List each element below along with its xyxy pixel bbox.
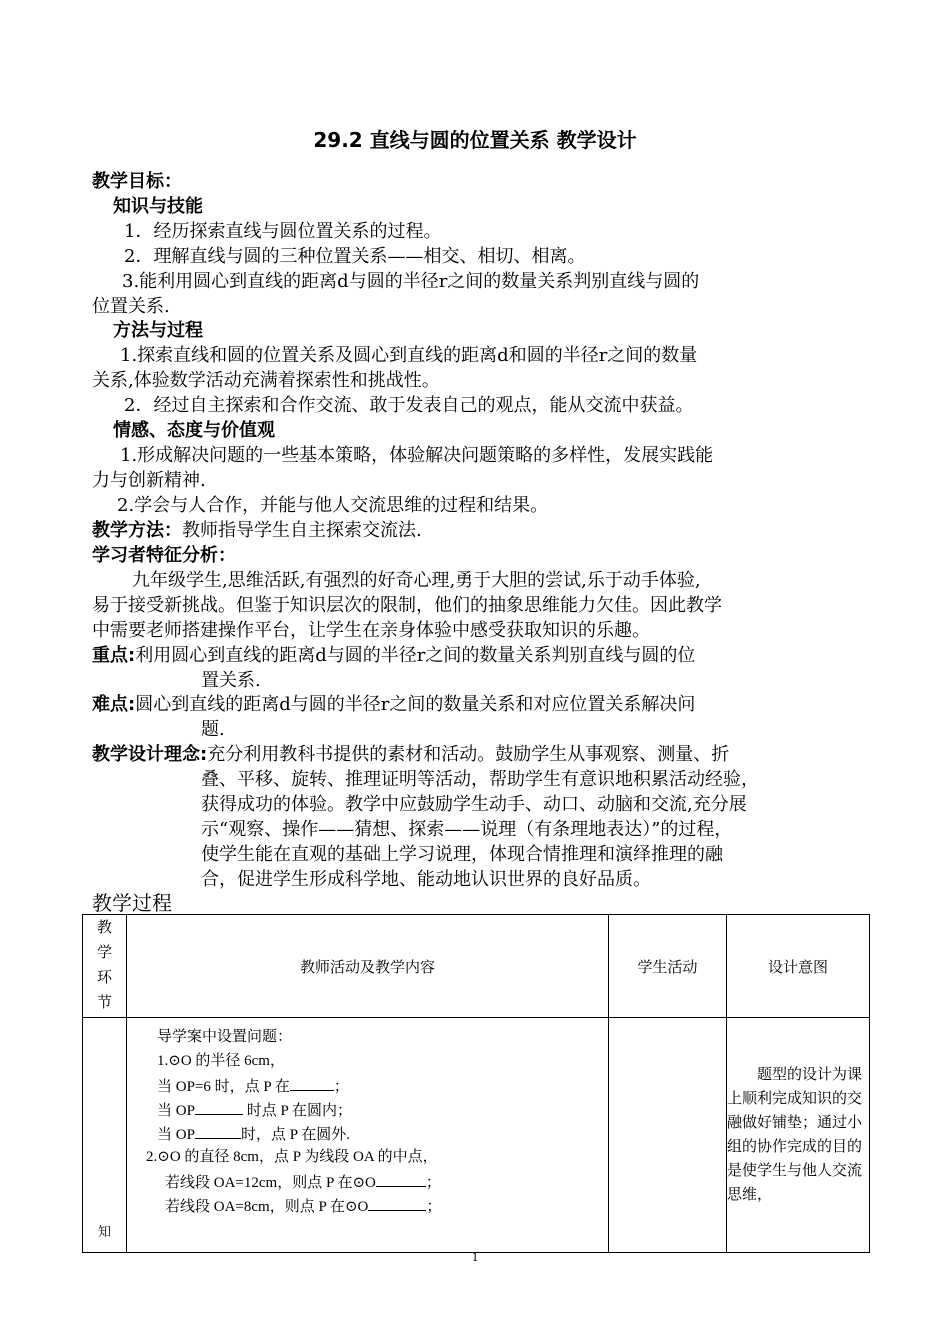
key-point [92, 643, 695, 669]
difficulty-label: 难点: [92, 694, 136, 715]
teaching-method [92, 518, 422, 544]
question-line: 2.⊙O 的直径 8cm，点 P 为线段 OA 的中点， [146, 1149, 438, 1165]
philosophy-line: 获得成功的体验。教学中应鼓励学生动手、动口、动脑和交流,充分展 [201, 794, 747, 815]
knowledge-item: 3.能利用圆心到直线的距离d与圆的半径r之间的数量关系判别直线与圆的 [122, 271, 700, 292]
method-item: 关系,体验数学活动充满着探索性和挑战性。 [92, 370, 440, 391]
difficulty-text: 圆心到直线的距离d与圆的半径r之间的数量关系和对应位置关系解决问 [135, 694, 696, 715]
key-point-text: 利用圆心到直线的距离d与圆的半径r之间的数量关系判别直线与圆的位 [135, 645, 696, 666]
page-number: 1 [471, 1249, 479, 1264]
emotion-item: 2.学会与人合作，并能与他人交流思维的过程和结果。 [117, 495, 549, 516]
objectives-heading: 教学目标： [92, 171, 182, 192]
table-header-row [83, 915, 870, 1018]
header-stage [83, 915, 127, 1018]
key-point-label: 重点: [92, 645, 136, 666]
knowledge-item: 1．经历探索直线与圆位置关系的过程。 [124, 221, 442, 242]
header-stage-char: 节 [96, 995, 112, 1011]
question-line: 当 OP 时点 P 在圆内； [157, 1098, 352, 1122]
header-teacher: 教师活动及教学内容 [127, 915, 609, 1018]
intent-text: 题型的设计为课上顺利完成知识的交融做好铺垫；通过小组的协作完成的目的是使学生与他人交流思维， [727, 1067, 863, 1203]
difficulty-cont: 题. [201, 719, 225, 740]
row-stage: 知 [83, 1018, 127, 1253]
philosophy [92, 742, 729, 768]
header-stage-char: 教 [96, 920, 112, 936]
answer-blank [195, 1122, 241, 1139]
header-stage-char: 学 [96, 945, 112, 961]
method-heading: 方法与过程 [113, 320, 203, 341]
question-line: 当 OP 时，点 P 在圆外. [157, 1122, 350, 1146]
philosophy-text: 充分利用教科书提供的素材和活动。鼓励学生从事观察、测量、折 [207, 744, 730, 765]
header-intent: 设计意图 [727, 915, 870, 1018]
header-student: 学生活动 [609, 915, 727, 1018]
learner-heading: 学习者特征分析： [92, 545, 236, 566]
teaching-method-label: 教学方法： [92, 520, 182, 541]
header-stage-char: 环 [96, 970, 112, 986]
knowledge-heading: 知识与技能 [113, 196, 203, 217]
philosophy-line: 叠、平移、旋转、推理证明等活动，帮助学生有意识地积累活动经验， [201, 769, 759, 790]
row-intent [727, 1018, 870, 1253]
question-line: 若线段 OA=8cm，则点 P 在⊙O ； [165, 1194, 441, 1218]
question-line: 若线段 OA=12cm，则点 P 在⊙O ； [165, 1170, 441, 1194]
table-row [83, 1018, 870, 1253]
emotion-item: 1.形成解决问题的一些基本策略，体验解决问题策略的多样性，发展实践能 [120, 445, 714, 466]
difficulty [92, 692, 695, 718]
emotion-item: 力与创新精神. [92, 470, 206, 491]
knowledge-item: 位置关系. [92, 296, 170, 317]
philosophy-line: 使学生能在直观的基础上学习说理，体现合情推理和演绎推理的融 [201, 844, 723, 865]
philosophy-line: 示“观察、操作——猜想、探索——说理（有条理地表达）”的过程， [201, 819, 733, 840]
philosophy-line: 合，促进学生形成科学地、能动地认识世界的良好品质。 [201, 869, 651, 890]
teaching-method-text: 教师指导学生自主探索交流法. [182, 520, 422, 541]
question-line: 当 OP=6 时，点 P 在 ； [157, 1074, 349, 1098]
row-teacher-content [127, 1018, 609, 1253]
answer-blank [290, 1074, 334, 1091]
answer-blank [368, 1194, 426, 1211]
page-title: 29.2 直线与圆的位置关系 教学设计 [313, 128, 637, 152]
row-student [609, 1018, 727, 1253]
learner-line: 九年级学生,思维活跃,有强烈的好奇心理,勇于大胆的尝试,乐于动手体验, [132, 570, 701, 591]
key-point-cont: 置关系. [201, 670, 261, 691]
learner-line: 易于接受新挑战。但鉴于知识层次的限制，他们的抽象思维能力欠佳。因此教学 [92, 595, 722, 616]
process-table [82, 914, 870, 1253]
answer-blank [376, 1170, 426, 1187]
knowledge-item: 2．理解直线与圆的三种位置关系——相交、相切、相离。 [124, 246, 586, 267]
emotion-heading: 情感、态度与价值观 [113, 420, 275, 441]
question-line: 导学案中设置问题： [157, 1029, 293, 1045]
learner-line: 中需要老师搭建操作平台，让学生在亲身体验中感受获取知识的乐趣。 [92, 620, 650, 641]
answer-blank [195, 1098, 243, 1115]
method-item: 2．经过自主探索和合作交流、敢于发表自己的观点，能从交流中获益。 [124, 395, 694, 416]
philosophy-label: 教学设计理念: [92, 744, 208, 765]
process-heading: 教学过程 [92, 891, 172, 915]
question-line: 1.⊙O 的半径 6cm， [157, 1053, 285, 1069]
method-item: 1.探索直线和圆的位置关系及圆心到直线的距离d和圆的半径r之间的数量 [120, 345, 698, 366]
